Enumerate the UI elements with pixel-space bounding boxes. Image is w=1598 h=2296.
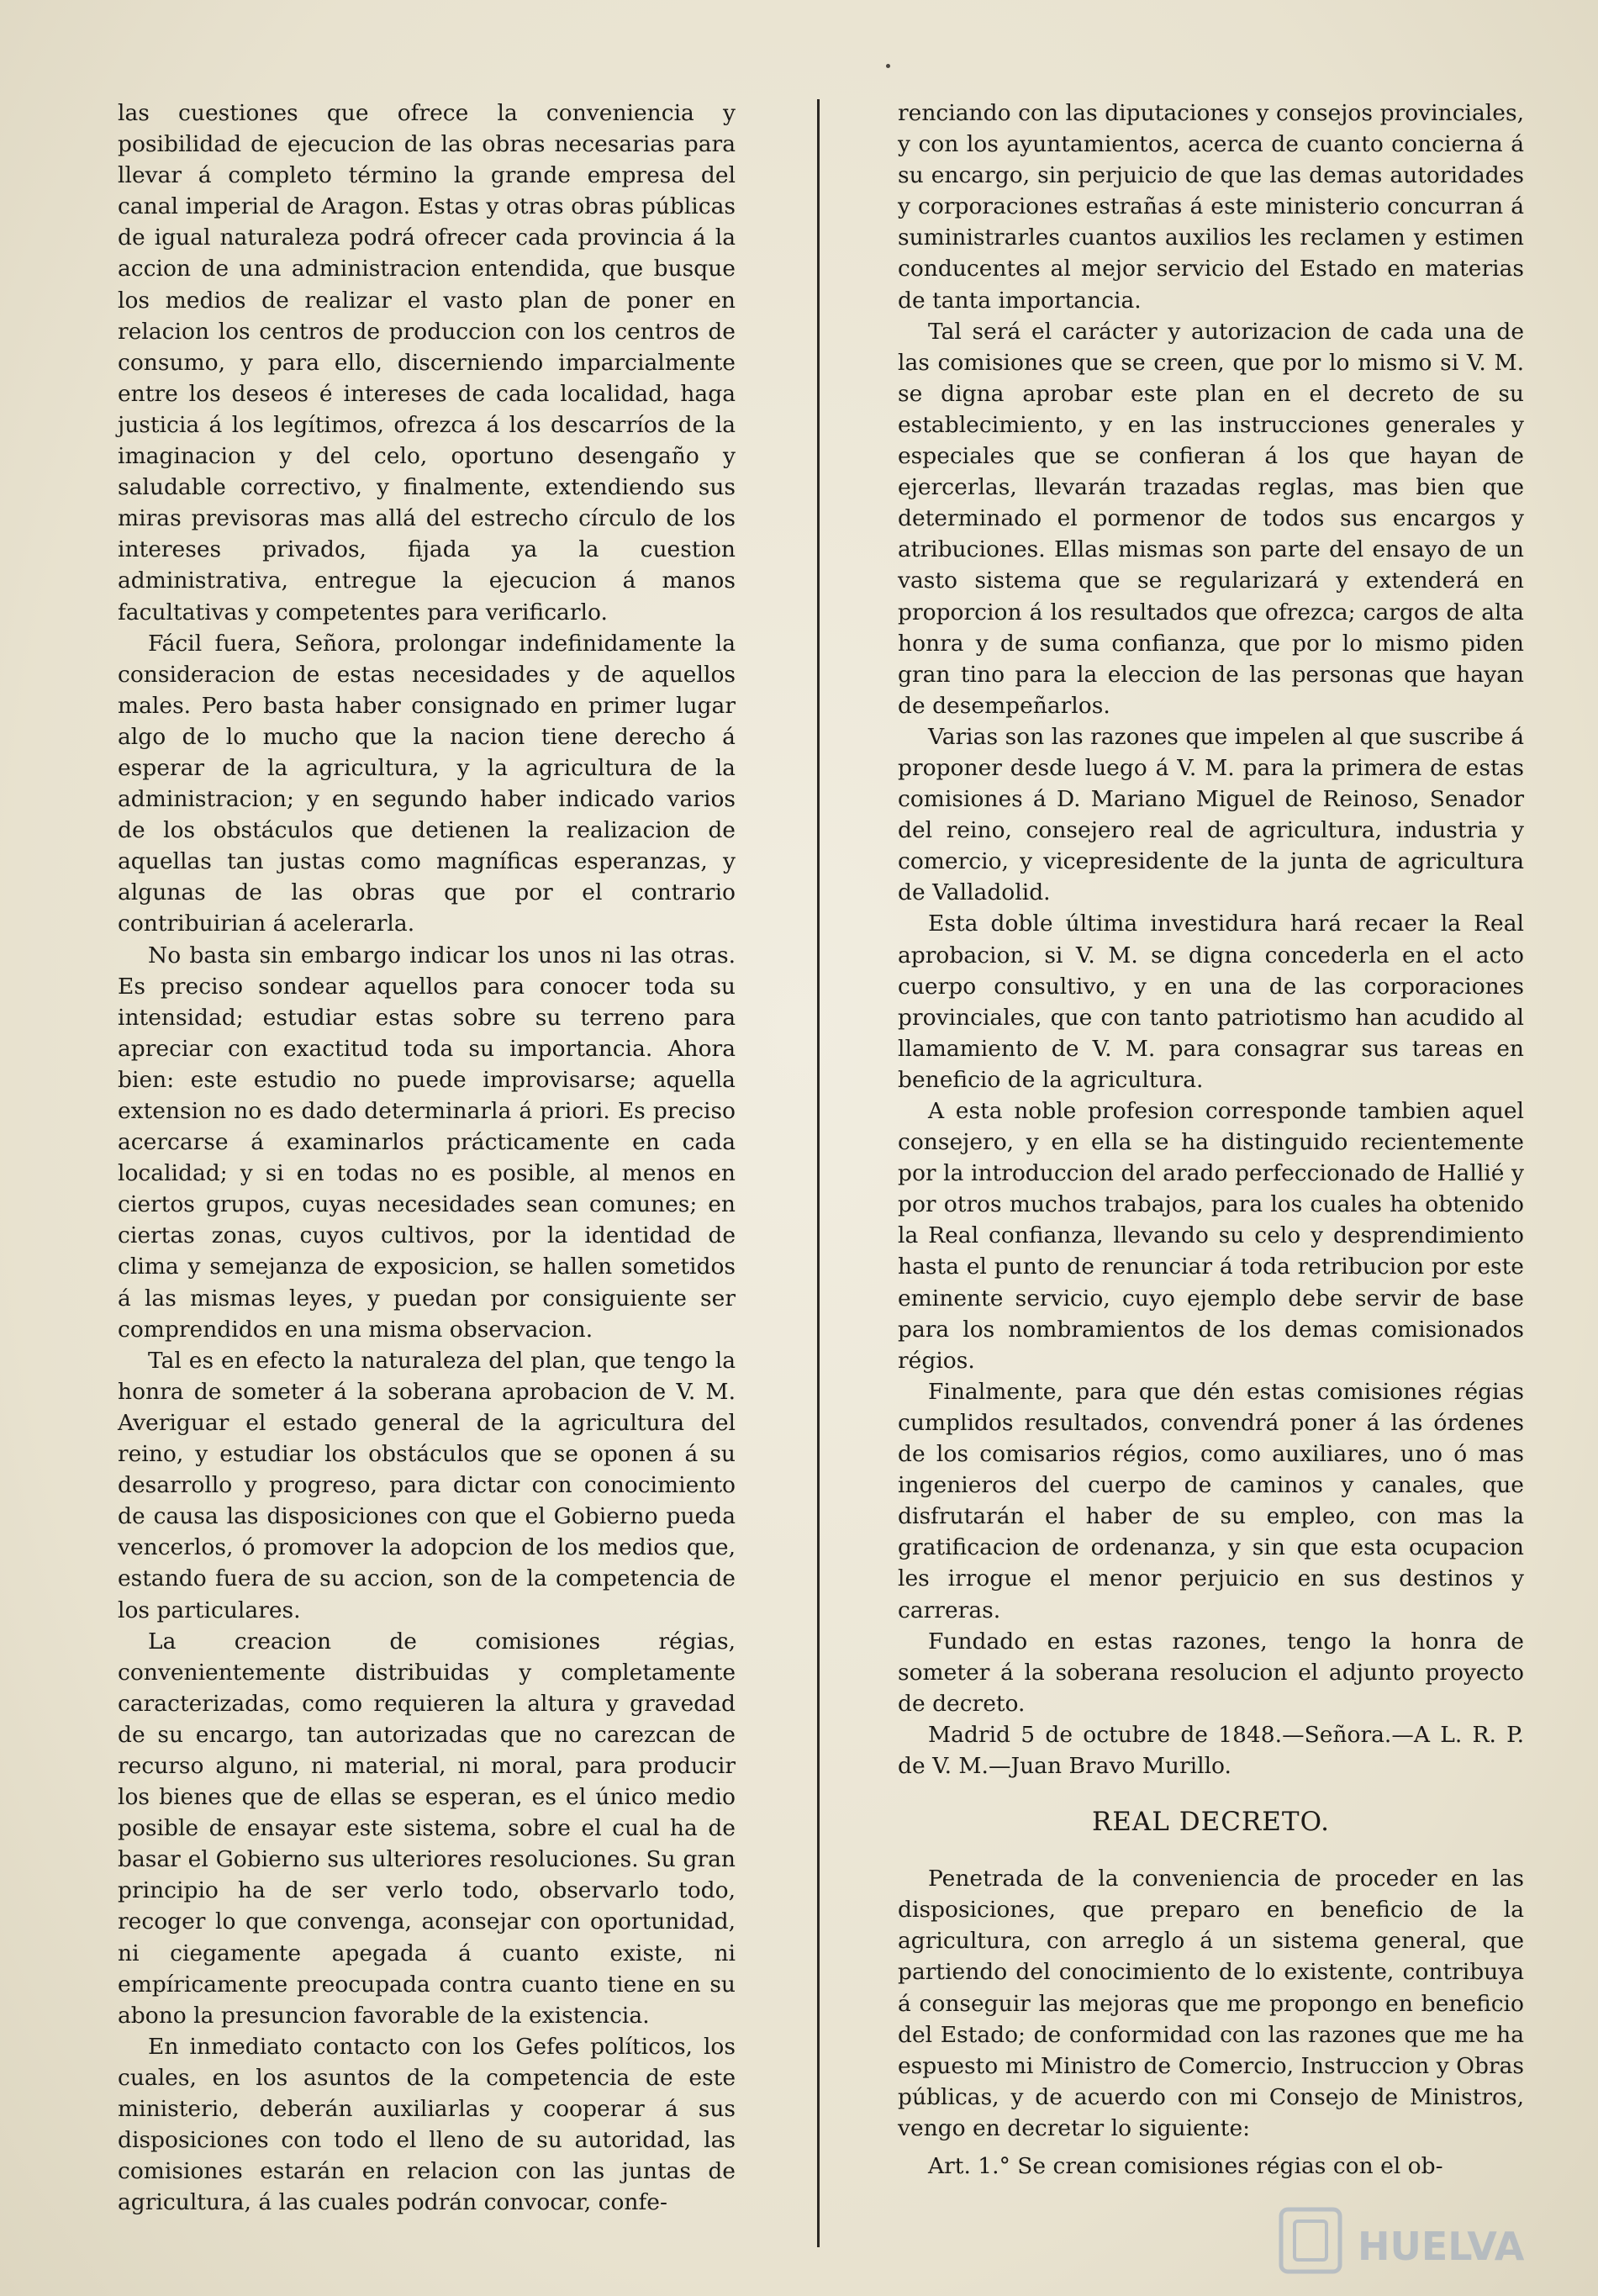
paragraph: Varias son las razones que impelen al que suscribe á proponer desde luego á V. M. para la primera de estas comisiones á D. Mariano Miguel de Reinoso, Senador del reino, consejero real de agricultura, industria y comercio, y vicepresidente de la junta de agricultura de Valladolid.	[898, 723, 1524, 906]
left-column	[118, 98, 736, 2218]
decree-paragraph: Penetrada de la conveniencia de proceder en las disposiciones, que preparo en beneficio de la agricultura, con arreglo á un sistema general, que partiendo del conocimiento de lo existente, contribuya á conseguir las mejoras que me propongo en beneficio del Estado; de conformidad con las razones que me ha espuesto mi Ministro de Comercio, Instruccion y Obras públicas, y de acuerdo con mi Consejo de Ministros, vengo en decretar lo siguiente:	[898, 1866, 1524, 2141]
signature-line: Madrid 5 de octubre de 1848.—Señora.—A L. R. P. de V. M.—Juan Bravo Murillo.	[898, 1721, 1524, 1779]
paragraph: No basta sin embargo indicar los unos ni las otras. Es preciso sondear aquellos para conocer toda su intensidad; estudiar estas sobre su terreno para apreciar con exactitud toda su importancia. Ahora bien: este estudio no puede improvisarse; aquella extension no es dado determinarla á priori. Es preciso acercarse á examinarlos prácticamente en cada localidad; y si en todas no es posible, al menos en ciertos grupos, cuyas necesidades sean comunes; en ciertas zonas, cuyos cultivos, por la identidad de clima y semejanza de exposicion, se hallen sometidos á las mismas leyes, y puedan por consiguiente ser comprendidos en una misma observacion.	[118, 942, 736, 1343]
paragraph: renciando con las diputaciones y consejos provinciales, y con los ayuntamientos, acerca de cuanto concierna á su encargo, sin perjuicio de que las demas autoridades y corporaciones estrañas á este ministerio concurran á suministrarles cuantos auxilios les reclamen y estimen conducentes al mejor servicio del Estado en materias de tanta importancia.	[898, 100, 1524, 314]
paragraph: Esta doble última investidura hará recaer la Real aprobacion, si V. M. se digna concederla en el acto cuerpo consultivo, y en una de las corporaciones provinciales, que con tanto patriotismo han acudido al llamamiento de V. M. para consagrar sus tareas en beneficio de la agricultura.	[898, 910, 1524, 1093]
paragraph: Tal es en efecto la naturaleza del plan, que tengo la honra de someter á la soberana aprobacion de V. M. Averiguar el estado general de la agricultura del reino, y estudiar los obstáculos que se oponen á su desarrollo y progreso, para dictar con conocimiento de causa las disposiciones con que el Gobierno pueda vencerlos, ó promover la adopcion de los medios que, estando fuera de su accion, son de la competencia de los particulares.	[118, 1347, 736, 1623]
decree-heading: REAL DECRETO.	[1091, 1807, 1331, 1838]
paragraph: En inmediato contacto con los Gefes políticos, los cuales, en los asuntos de la competencia de este ministerio, deberán auxiliarlas y cooperar á sus disposiciones con todo el lleno de su autoridad, las comisiones estarán en relacion con las juntas de agricultura, á las cuales podrán convocar, confe-	[118, 2033, 736, 2216]
paragraph: Finalmente, para que dén estas comisiones régias cumplidos resultados, convendrá poner á las órdenes de los comisarios régios, como auxiliares, uno ó mas ingenieros del cuerpo de caminos y canales, que disfrutarán el haber de su empleo, con mas la gratificacion de ordenanza, y sin que esta ocupacion les irrogue el menor perjuicio en sus destinos y carreras.	[898, 1378, 1524, 1623]
library-stamp-logo	[1278, 2203, 1547, 2278]
paragraph: las cuestiones que ofrece la conveniencia y posibilidad de ejecucion de las obras necesarias para llevar á completo término la grande empresa del canal imperial de Aragon. Estas y otras obras públicas de igual naturaleza podrá ofrecer cada provincia á la accion de una administracion entendida, que busque los medios de realizar el vasto plan de poner en relacion los centros de produccion con los centros de consumo, y para ello, discerniendo imparcialmente entre los deseos é intereses de cada localidad, haga justicia á los legítimos, ofrezca á los descarríos de la imaginacion y del celo, oportuno desengaño y saludable correctivo, y finalmente, extendiendo sus miras previsoras mas allá del estrecho círculo de los intereses privados, fijada ya la cuestion administrativa, entregue la ejecucion á manos facultativas y competentes para verificarlo.	[118, 100, 736, 625]
paragraph: Tal será el carácter y autorizacion de cada una de las comisiones que se creen, que por lo mismo si V. M. se digna aprobar este plan en el decreto de su establecimiento, y en las instrucciones generales y especiales que se confieran á los que hayan de ejercerlas, llevarán trazadas reglas, mas bien que determinado el pormenor de todos sus encargos y atribuciones. Ellas mismas son parte del ensayo de un vasto sistema que se regularizará y extenderá en proporcion á los resultados que ofrezca; cargos de alta honra y de suma confianza, que por lo mismo piden gran tino para la eleccion de las personas que hayan de desempeñarlos.	[898, 318, 1524, 719]
paragraph: Fácil fuera, Señora, prolongar indefinidamente la consideracion de estas necesidades y de aquellos males. Pero basta haber consignado en primer lugar algo de lo mucho que la nacion tiene derecho á esperar de la agricultura, y la agricultura de la administracion; y en segundo haber indicado varios de los obstáculos que detienen la realizacion de aquellas tan justas como magníficas esperanzas, y algunas de las obras que por el contrario contribuirian á acelerarla.	[118, 630, 736, 937]
ink-speck	[886, 64, 890, 68]
right-column	[898, 98, 1524, 2182]
stamp-text: HUELVA	[1358, 2224, 1525, 2269]
paragraph: La creacion de comisiones régias, convenientemente distribuidas y completamente caracterizadas, como requieren la altura y gravedad de su encargo, tan autorizadas que no carezcan de recurso alguno, ni material, ni moral, para producir los bienes que de ellas se esperan, es el único medio posible de ensayar este sistema, sobre el cual ha de basar el Gobierno sus ulteriores resoluciones. Su gran principio ha de ser verlo todo, observarlo todo, recoger lo que convenga, aconsejar con oportunidad, ni ciegamente apegada á cuanto existe, ni empíricamente preocupada contra cuanto tiene en su abono la presuncion favorable de la existencia.	[118, 1628, 736, 2029]
column-divider	[817, 99, 820, 2247]
paragraph: Fundado en estas razones, tengo la honra de someter á la soberana resolucion el adjunto proyecto de decreto.	[898, 1628, 1524, 1717]
paragraph: A esta noble profesion corresponde tambien aquel consejero, y en ella se ha distinguido recientemente por la introduccion del arado perfeccionado de Hallié y por otros muchos trabajos, para los cuales ha obtenido la Real confianza, llevando su celo y desprendimiento hasta el punto de renunciar á toda retribucion por este eminente servicio, cuyo ejemplo debe servir de base para los nombramientos de los demas comisionados régios.	[898, 1098, 1524, 1374]
article-1: Art. 1.° Se crean comisiones régias con el ob-	[928, 2153, 1443, 2179]
